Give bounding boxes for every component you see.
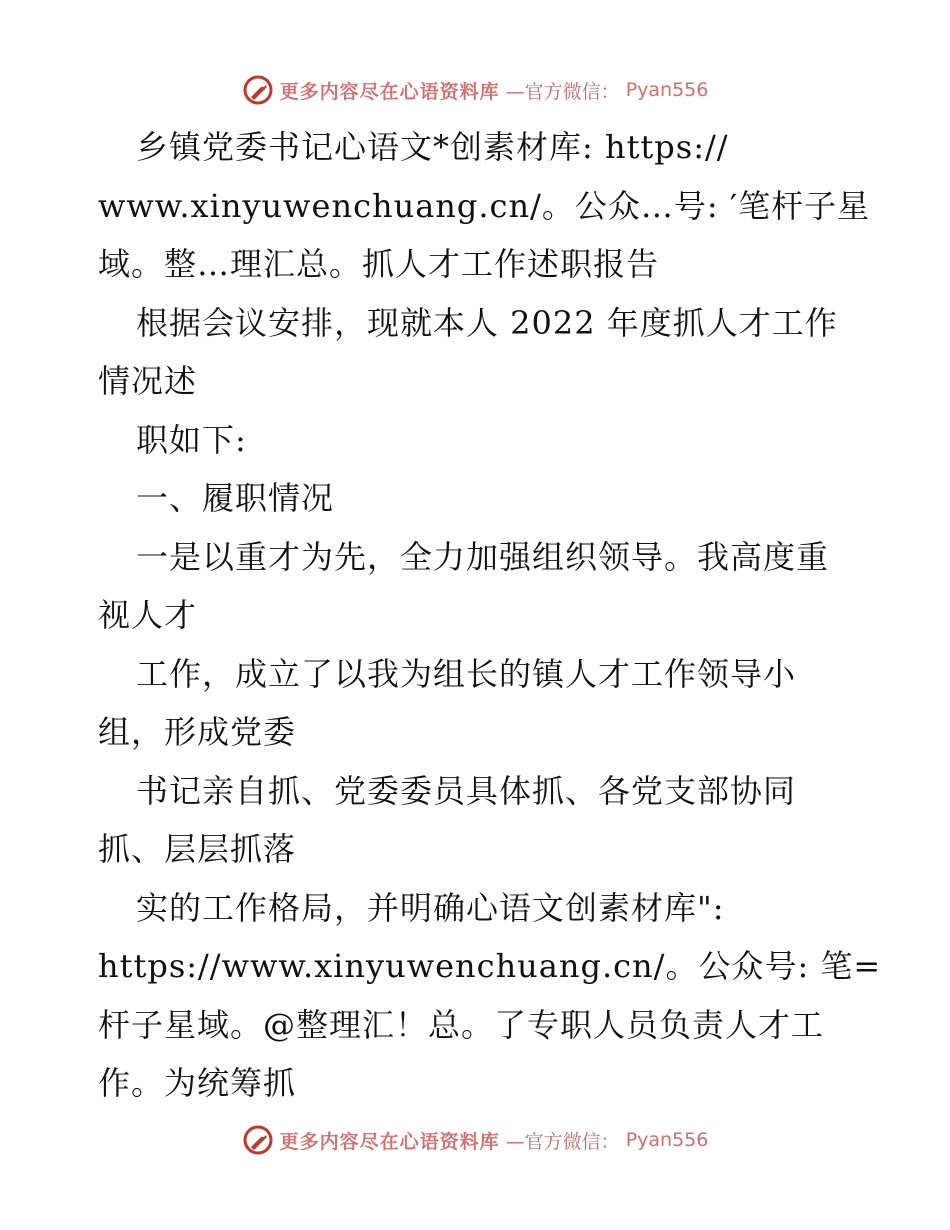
section-heading: 一、履职情况	[136, 479, 335, 517]
body-line: 职如下:	[136, 420, 247, 459]
body-line: 抓、层层抓落	[98, 830, 297, 868]
document-body	[98, 118, 882, 1113]
body-line: 书记亲自抓、党委委员具体抓、各党支部协同	[136, 771, 797, 810]
body-line: 实的工作格局，并明确心语文创素材库":	[136, 888, 725, 927]
body-line: 视人才	[98, 596, 198, 634]
body-line: 工作，成立了以我为组长的镇人才工作领导小	[136, 654, 797, 693]
header-banner	[0, 70, 950, 110]
body-line: 乡镇党委书记心语文*创素材库: https://	[136, 128, 729, 166]
banner-wechat-id: Pyan556	[625, 1129, 709, 1151]
body-line: 一是以重才为先，全力加强组织领导。我高度重	[136, 537, 830, 576]
body-line: 杆子星域。@整理汇！总。了专职人员负责人才工	[98, 1005, 825, 1044]
body-line: www.xinyuwenchuang.cn/。公众…号: ′笔杆子星	[98, 186, 871, 225]
pen-logo-icon	[242, 74, 274, 106]
banner-brand-text: 更多内容尽在心语资料库	[279, 80, 500, 103]
body-line: https://www.xinyuwenchuang.cn/。公众号: 笔=	[98, 947, 882, 985]
banner-brand-text: 更多内容尽在心语资料库	[279, 1130, 500, 1153]
footer-banner	[0, 1120, 950, 1160]
pen-logo-icon	[242, 1124, 274, 1156]
banner-official-wechat-label: —官方微信：	[505, 80, 620, 103]
body-line: 组，形成党委	[98, 713, 297, 751]
body-line: 作。为统筹抓	[98, 1064, 297, 1102]
body-line: 根据会议安排，现就本人 2022 年度抓人才工作	[136, 303, 838, 342]
banner-official-wechat-label: —官方微信：	[505, 1130, 620, 1153]
body-line: 域。整…理汇总。抓人才工作述职报告	[98, 245, 660, 283]
banner-wechat-id: Pyan556	[625, 79, 709, 101]
body-line: 情况述	[98, 362, 198, 400]
